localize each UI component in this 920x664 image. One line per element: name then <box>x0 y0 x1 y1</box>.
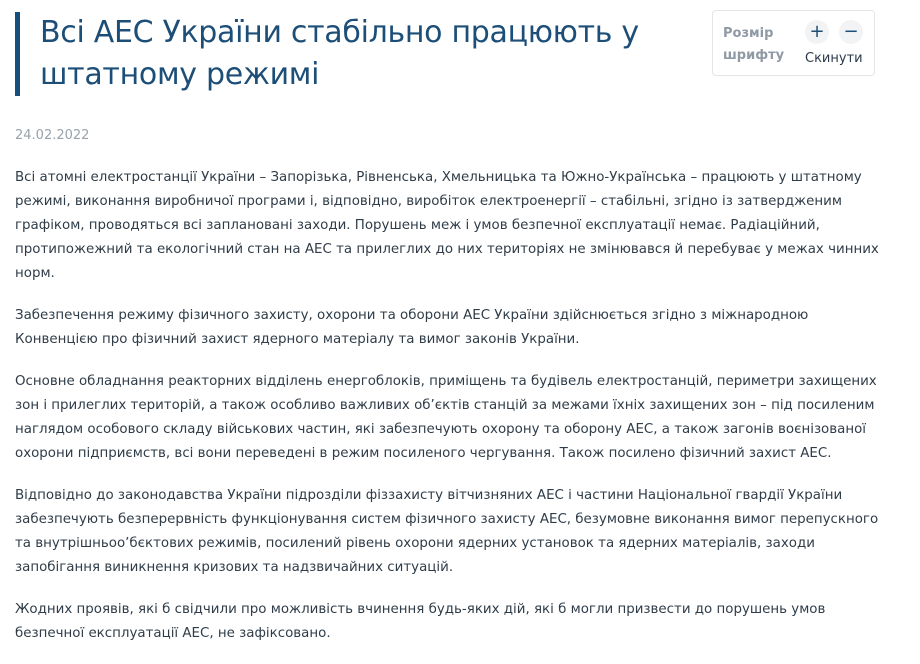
font-size-label: Розмір шрифту <box>723 26 785 63</box>
article-body <box>15 166 885 664</box>
reset-font-button[interactable]: Скинути <box>805 51 863 66</box>
article-paragraph: Всі атомні електростанції України – Запорізька, Рівненська, Хмельницька та Южно-Українська – працюють у штатному режимі, виконання виробничої програми і, відповідно, виробіток електроенергії – стабільні, згідно із затвердженим графіком, проводяться всі заплановані заходи. Порушень меж і умов безпечної експлуатації немає. Радіаційний, протипожежний та екологічний стан на АЕС та прилеглих до них територіях не змінювався й перебуває у межах чинних норм. <box>15 170 879 281</box>
publish-date: 24.02.2022 <box>15 128 90 143</box>
increase-font-button[interactable]: + <box>805 20 829 44</box>
article-paragraph: Забезпечення режиму фізичного захисту, охорони та оборони АЕС України здійснюється згідно з міжнародною Конвенцією про фізичний захист ядерного матеріалу та вимог законів України. <box>15 308 809 347</box>
font-size-widget <box>712 10 875 76</box>
title-block <box>15 12 680 96</box>
decrease-font-button[interactable]: − <box>839 20 863 44</box>
article-paragraph: Основне обладнання реакторних відділень енергоблоків, приміщень та будівель електростанцій, периметри захищених зон і прилеглих територій, а також особливо важливих об’єктів станцій за межами їхніх захищених зон – під посиленим наглядом особового складу військових частин, які забезпечують охорону та оборону АЕС, а також загонів воєнізованої охорони підприємств, всі вони переведені в режим посиленого чергування. Також посилено фізичний захист АЕС. <box>15 374 877 461</box>
page-title: Всі АЕС України стабільно працюють у штатному режимі <box>40 15 639 92</box>
article-paragraph: Відповідно до законодавства України підрозділи фіззахисту вітчизняних АЕС і частини Національної гвардії України забезпечують безперервність функціонування систем фізичного захисту АЕС, безумовне виконання вимог перепускного та внутрішньоо’бєктових режимів, посилений рівень охорони ядерних установок та ядерних матеріалів, заходи запобігання виникнення кризових та надзвичайних ситуацій. <box>15 488 879 575</box>
article-paragraph: Жодних проявів, які б свідчили про можливість вчинення будь-яких дій, які б могли призвести до порушень умов безпечної експлуатації АЕС, не зафіксовано. <box>15 602 826 641</box>
